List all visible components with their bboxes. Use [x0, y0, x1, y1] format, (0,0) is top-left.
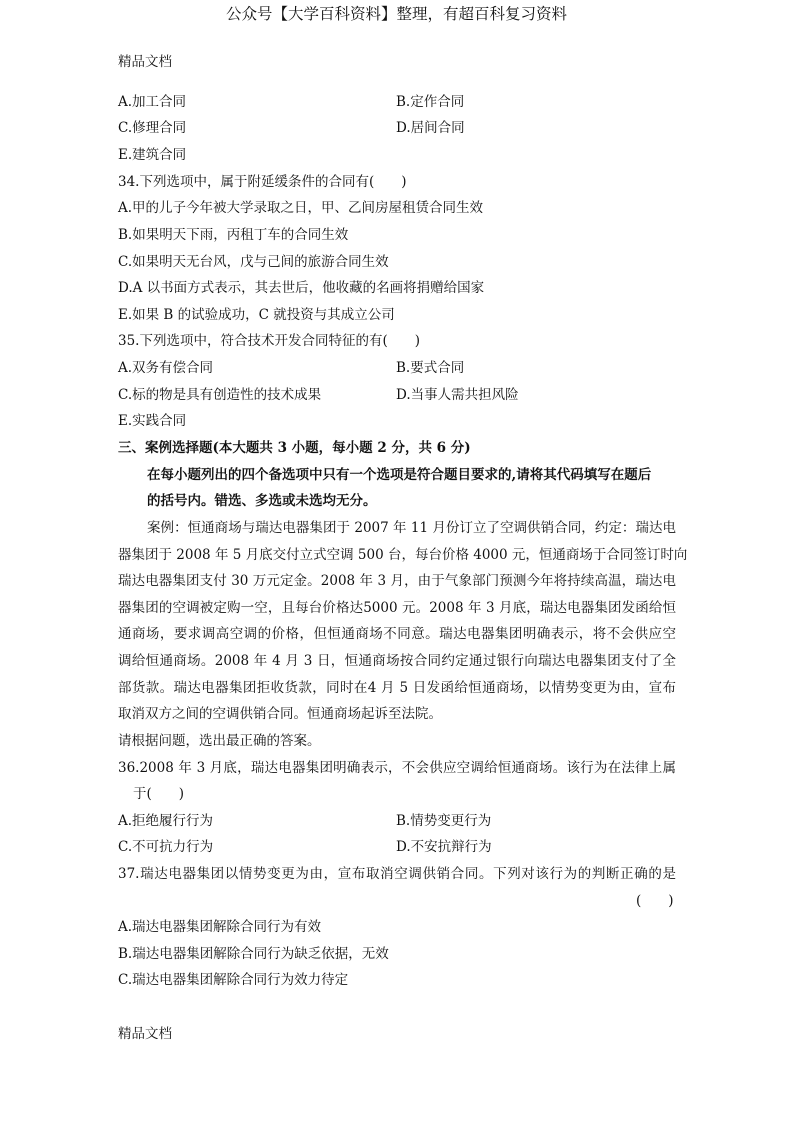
q36-stem: 36.2008 年 3 月底，瑞达电器集团明确表示，不会供应空调给恒通商场。该行为在法律上属 [118, 760, 676, 776]
q36-option-a: A.拒绝履行行为 [118, 813, 214, 829]
q34-option-e: E.如果 B 的试验成功，C 就投资与其成立公司 [118, 307, 395, 323]
q35-option-a: A.双务有偿合同 [118, 360, 214, 376]
section-title: 三、案例选择题(本大题共 3 小题，每小题 2 分，共 6 分) [118, 440, 471, 456]
section-instruction: 在每小题列出的四个备选项中只有一个选项是符合题目要求的,请将其代码填写在题后 [147, 467, 652, 483]
q37-option-a: A.瑞达电器集团解除合同行为有效 [118, 919, 322, 935]
watermark-top: 精品文档 [118, 54, 172, 70]
q36-option-row [118, 812, 492, 830]
case-paragraph-line: 调给恒通商场。2008 年 4 月 3 日，恒通商场按合同约定通过银行向瑞达电器集团支付了全 [118, 653, 676, 669]
page-header: 公众号【大学百科资料】整理，有超百科复习资料 [225, 5, 567, 23]
case-paragraph-line: 瑞达电器集团支付 30 万元定金。2008 年 3 月，由于气象部门预测今年将持续高温，瑞达电 [118, 573, 676, 589]
section-instruction: 的括号内。错选、多选或未选均无分。 [147, 493, 377, 509]
q33-option-d: D.居间合同 [396, 120, 465, 136]
q35-option-row [118, 386, 519, 404]
q37-answer-paren: ( ) [636, 893, 674, 909]
q35-option-e: E.实践合同 [118, 413, 187, 429]
q33-option-c: C.修理合同 [118, 120, 187, 136]
q37-stem: 37.瑞达电器集团以情势变更为由，宣布取消空调供销合同。下列对该行为的判断正确的是 [118, 866, 676, 882]
q34-stem: 34.下列选项中，属于附延缓条件的合同有( ) [118, 174, 407, 190]
q36-option-c: C.不可抗力行为 [118, 839, 214, 855]
q33-option-row [118, 93, 465, 111]
q34-option-d: D.A 以书面方式表示，其去世后，他收藏的名画将捐赠给国家 [118, 280, 485, 296]
q35-option-row [118, 359, 465, 377]
case-paragraph-line: 取消双方之间的空调供销合同。恒通商场起诉至法院。 [118, 706, 442, 722]
q35-stem: 35.下列选项中，符合技术开发合同特征的有( ) [118, 333, 421, 349]
q37-option-b: B.瑞达电器集团解除合同行为缺乏依据，无效 [118, 946, 389, 962]
q33-option-row [118, 119, 465, 137]
case-prompt: 请根据问题，选出最正确的答案。 [118, 733, 321, 749]
q33-option-b: B.定作合同 [396, 94, 465, 110]
q33-option-e: E.建筑合同 [118, 147, 187, 163]
q33-option-a: A.加工合同 [118, 94, 187, 110]
watermark-bottom: 精品文档 [118, 1026, 172, 1042]
q34-option-b: B.如果明天下雨，丙租丁车的合同生效 [118, 227, 349, 243]
case-paragraph-line: 案例：恒通商场与瑞达电器集团于 2007 年 11 月份订立了空调供销合同，约定：瑞达电 [147, 520, 676, 536]
case-paragraph-line: 器集团于 2008 年 5 月底交付立式空调 500 台，每台价格 4000 元，恒通商场于合同签订时向 [118, 547, 688, 563]
q35-option-c: C.标的物是具有创造性的技术成果 [118, 387, 322, 403]
q37-option-c: C.瑞达电器集团解除合同行为效力待定 [118, 972, 349, 988]
q34-option-a: A.甲的儿子今年被大学录取之日，甲、乙间房屋租赁合同生效 [118, 200, 484, 216]
case-paragraph-line: 通商场，要求调高空调的价格，但恒通商场不同意。瑞达电器集团明确表示，将不会供应空 [118, 626, 676, 642]
case-paragraph-line: 器集团的空调被定购一空，且每台价格达5000 元。2008 年 3 月底，瑞达电器集团发函给恒 [118, 600, 676, 616]
q36-option-row [118, 838, 492, 856]
case-paragraph-line: 部货款。瑞达电器集团拒收货款，同时在4 月 5 日发函给恒通商场，以情势变更为由，宣布 [118, 680, 676, 696]
q36-option-b: B.情势变更行为 [396, 813, 492, 829]
q36-stem-continued: 于( ) [133, 786, 185, 802]
q35-option-d: D.当事人需共担风险 [396, 387, 519, 403]
q36-option-d: D.不安抗辩行为 [396, 839, 492, 855]
q35-option-b: B.要式合同 [396, 360, 465, 376]
q34-option-c: C.如果明天无台风，戊与己间的旅游合同生效 [118, 254, 389, 270]
